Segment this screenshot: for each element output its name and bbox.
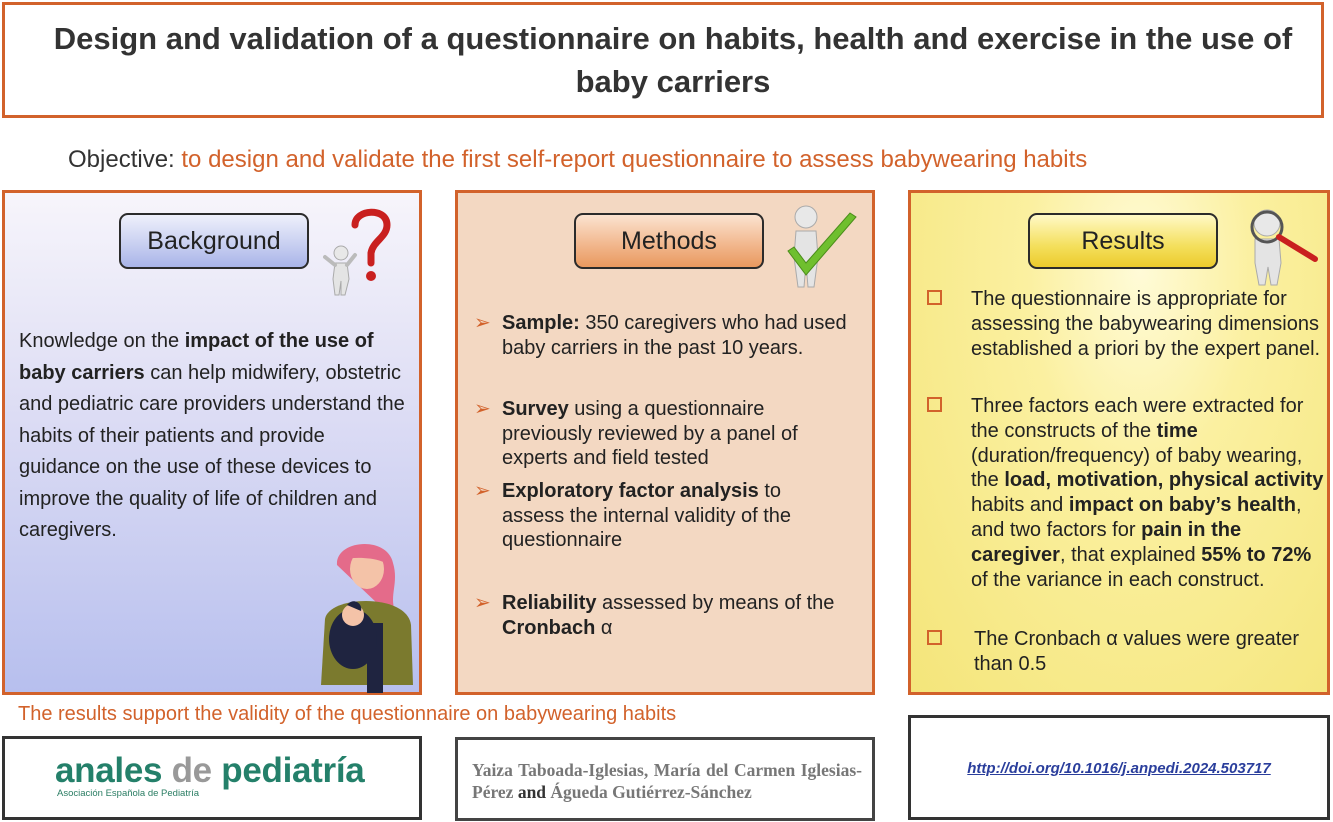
background-heading: Background [119,213,309,269]
logo-word: de [171,751,212,790]
results-item-text: The Cronbach α values were greater than 0.5 [974,628,1300,675]
authors-part: Yaiza Taboada-Iglesias, María del Carmen Iglesias-Pérez [472,760,862,802]
results-item-text [971,394,1326,592]
journal-logo [55,751,364,791]
title-box [2,2,1324,118]
mother-baby-carrier-illustration [307,535,419,695]
authors-and: and [517,782,547,802]
results-text-part: habits and [971,494,1069,517]
methods-item-text: using a questionnaire previously reviewed by a panel of experts and field tested [502,398,798,469]
results-text-part: , and two factors for [971,494,1302,541]
background-panel [2,190,422,695]
logo-word: pediatría [211,751,365,790]
methods-item-bold: Exploratory factor analysis [502,480,759,502]
methods-item-bold: Cronbach [502,616,596,639]
methods-item-bold: Sample: [502,312,580,334]
authors-box [455,737,875,821]
results-text-bold: impact on baby’s health [1068,494,1296,517]
objective-line [68,146,1087,174]
methods-item-text: α [595,616,613,639]
methods-item-text: 350 caregivers who had used baby carriers in the past 10 years. [502,312,847,359]
methods-item-bold: Reliability [502,592,597,614]
results-text-bold: time [1156,419,1198,442]
methods-item-text: to assess the internal validity of the questionnaire [502,480,792,551]
arrow-bullet-icon: ➢ [474,312,491,334]
methods-heading: Methods [574,213,764,269]
checkbox-bullet-icon [927,290,942,305]
results-text-bold: pain in the caregiver [971,518,1242,566]
results-panel [908,190,1330,695]
authors-part: Águeda Gutiérrez-Sánchez [546,782,752,802]
objective-text: to design and validate the first self-report questionnaire to assess babywearing habits [181,146,1088,173]
arrow-bullet-icon: ➢ [474,398,491,420]
logo-word: anales [55,751,172,790]
background-text [19,326,409,547]
doi-link[interactable]: http://doi.org/10.1016/j.anpedi.2024.503717 [967,760,1271,777]
checkbox-bullet-icon [927,630,942,645]
results-text-part: , that explained [1059,543,1202,566]
methods-item-text: assessed by means of the [596,592,835,614]
methods-item-bold: Survey [502,398,569,420]
doi-box [908,715,1330,820]
results-text-part: of the variance in each construct. [971,568,1265,591]
arrow-bullet-icon: ➢ [474,592,491,614]
background-text-bold: impact of the use of baby carriers [19,330,374,384]
arrow-bullet-icon: ➢ [474,480,491,502]
results-text-bold: 55% to 72% [1201,543,1312,566]
results-text-bold: load, motivation, physical activity [1004,469,1324,492]
journal-logo-box [2,736,422,820]
results-text-part: (duration/frequency) of baby wearing, the [971,444,1303,492]
background-text-part: Knowledge on the [19,330,185,352]
magnifier-figure-icon [1237,203,1321,287]
results-heading: Results [1028,213,1218,269]
logo-subtitle: Asociación Española de Pediatría [57,788,200,799]
background-text-part: can help midwifery, obstetric and pediatric care providers understand the habits of their patients and provide guidance on the use of these devices to improve the quality of life of children and caregivers. [19,361,405,541]
objective-label: Objective: [68,146,175,173]
methods-panel [455,190,875,695]
question-figure-icon [323,203,395,299]
checkmark-figure-icon [780,201,860,291]
results-item-text: The questionnaire is appropriate for assessing the babywearing dimensions established a priori by the expert panel. [971,288,1321,360]
authors-text [472,759,862,803]
checkbox-bullet-icon [927,397,942,412]
conclusion-text: The results support the validity of the questionnaire on babywearing habits [18,703,677,725]
results-text-part: Three factors each were extracted for the constructs of the [971,395,1304,442]
page-title: Design and validation of a questionnaire on habits, health and exercise in the use of baby carriers [53,21,1293,99]
